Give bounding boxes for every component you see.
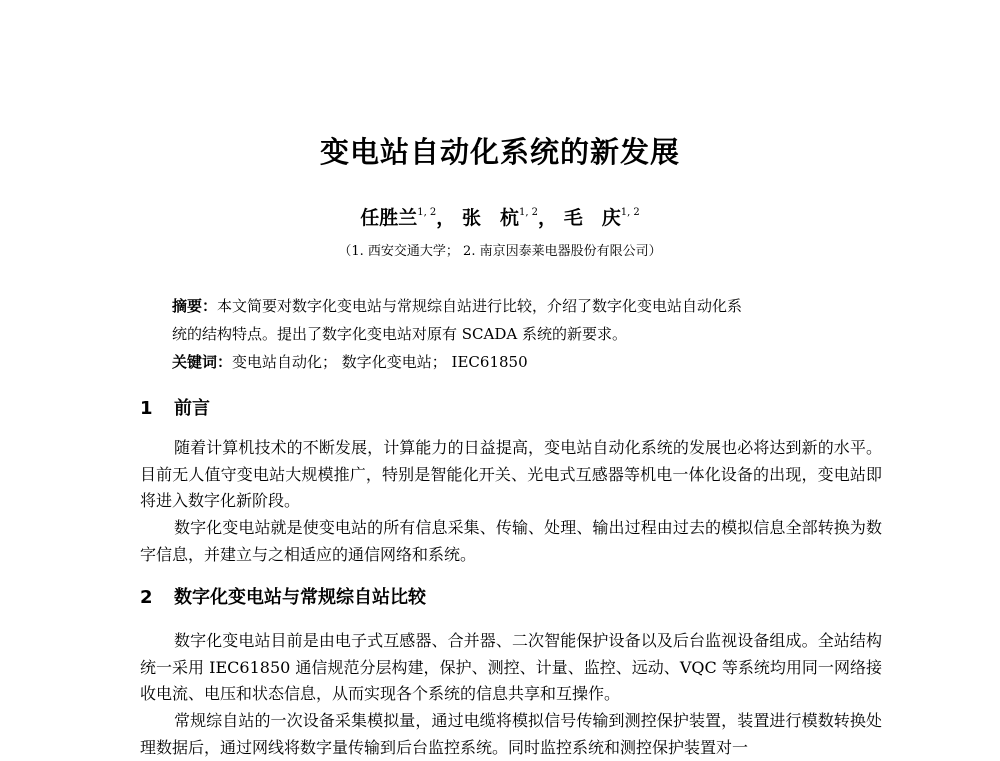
affiliation: （1. 西安交通大学； 2. 南京因泰莱电器股份有限公司） — [338, 244, 662, 259]
section-title: 数字化变电站与常规综自站比较 — [174, 587, 426, 608]
author-separator: ， — [436, 207, 456, 229]
section-heading — [140, 583, 426, 609]
section-number: 2 — [140, 587, 153, 608]
author-name: 任胜兰 — [360, 207, 418, 229]
abstract — [172, 292, 862, 376]
author-list — [0, 203, 1000, 230]
author-affiliation-mark: 1, 2 — [620, 207, 640, 218]
body-paragraph: 数字化变电站目前是由电子式互感器、合并器、二次智能保护设备以及后台监视设备组成。全站结构统一采用 IEC61850 通信规范分层构建，保护、测控、计量、监控、远动、VQC 等系统均用同一网络接收电流、电压和状态信息，从而实现各个系统的信息共享和互操作。 — [140, 631, 882, 703]
author-name: 毛 庆 — [563, 207, 621, 229]
abstract-line — [172, 292, 862, 320]
author-affiliation-mark: 1, 2 — [417, 207, 437, 218]
keywords-text: 变电站自动化； 数字化变电站； IEC61850 — [232, 353, 528, 371]
abstract-text: 本文简要对数字化变电站与常规综自站进行比较，介绍了数字化变电站自动化系 — [217, 297, 743, 315]
abstract-label: 摘要： — [172, 297, 218, 315]
section-title: 前言 — [174, 398, 210, 419]
author-affiliation-mark: 1, 2 — [518, 207, 539, 218]
section-number: 1 — [140, 398, 153, 419]
body-paragraph: 数字化变电站就是使变电站的所有信息采集、传输、处理、输出过程由过去的模拟信息全部转换为数字信息，并建立与之相适应的通信网络和系统。 — [140, 518, 882, 564]
author-separator: ， — [538, 207, 558, 229]
body-paragraph: 随着计算机技术的不断发展，计算能力的日益提高，变电站自动化系统的发展也必将达到新的水平。目前无人值守变电站大规模推广，特别是智能化开关、光电式互感器等机电一体化设备的出现，变电站即将进入数字化新阶段。 — [140, 438, 882, 510]
keywords — [172, 348, 862, 376]
abstract-line: 统的结构特点。提出了数字化变电站对原有 SCADA 系统的新要求。 — [172, 325, 627, 343]
author-name: 张 杭 — [461, 207, 519, 229]
keywords-label: 关键词： — [172, 353, 233, 371]
section-heading — [140, 394, 210, 420]
body-paragraph: 常规综自站的一次设备采集模拟量，通过电缆将模拟信号传输到测控保护装置，装置进行模数转换处理数据后，通过网线将数字量传输到后台监控系统。同时监控系统和测控保护装置对一 — [140, 711, 882, 757]
paper-title: 变电站自动化系统的新发展 — [319, 135, 680, 169]
